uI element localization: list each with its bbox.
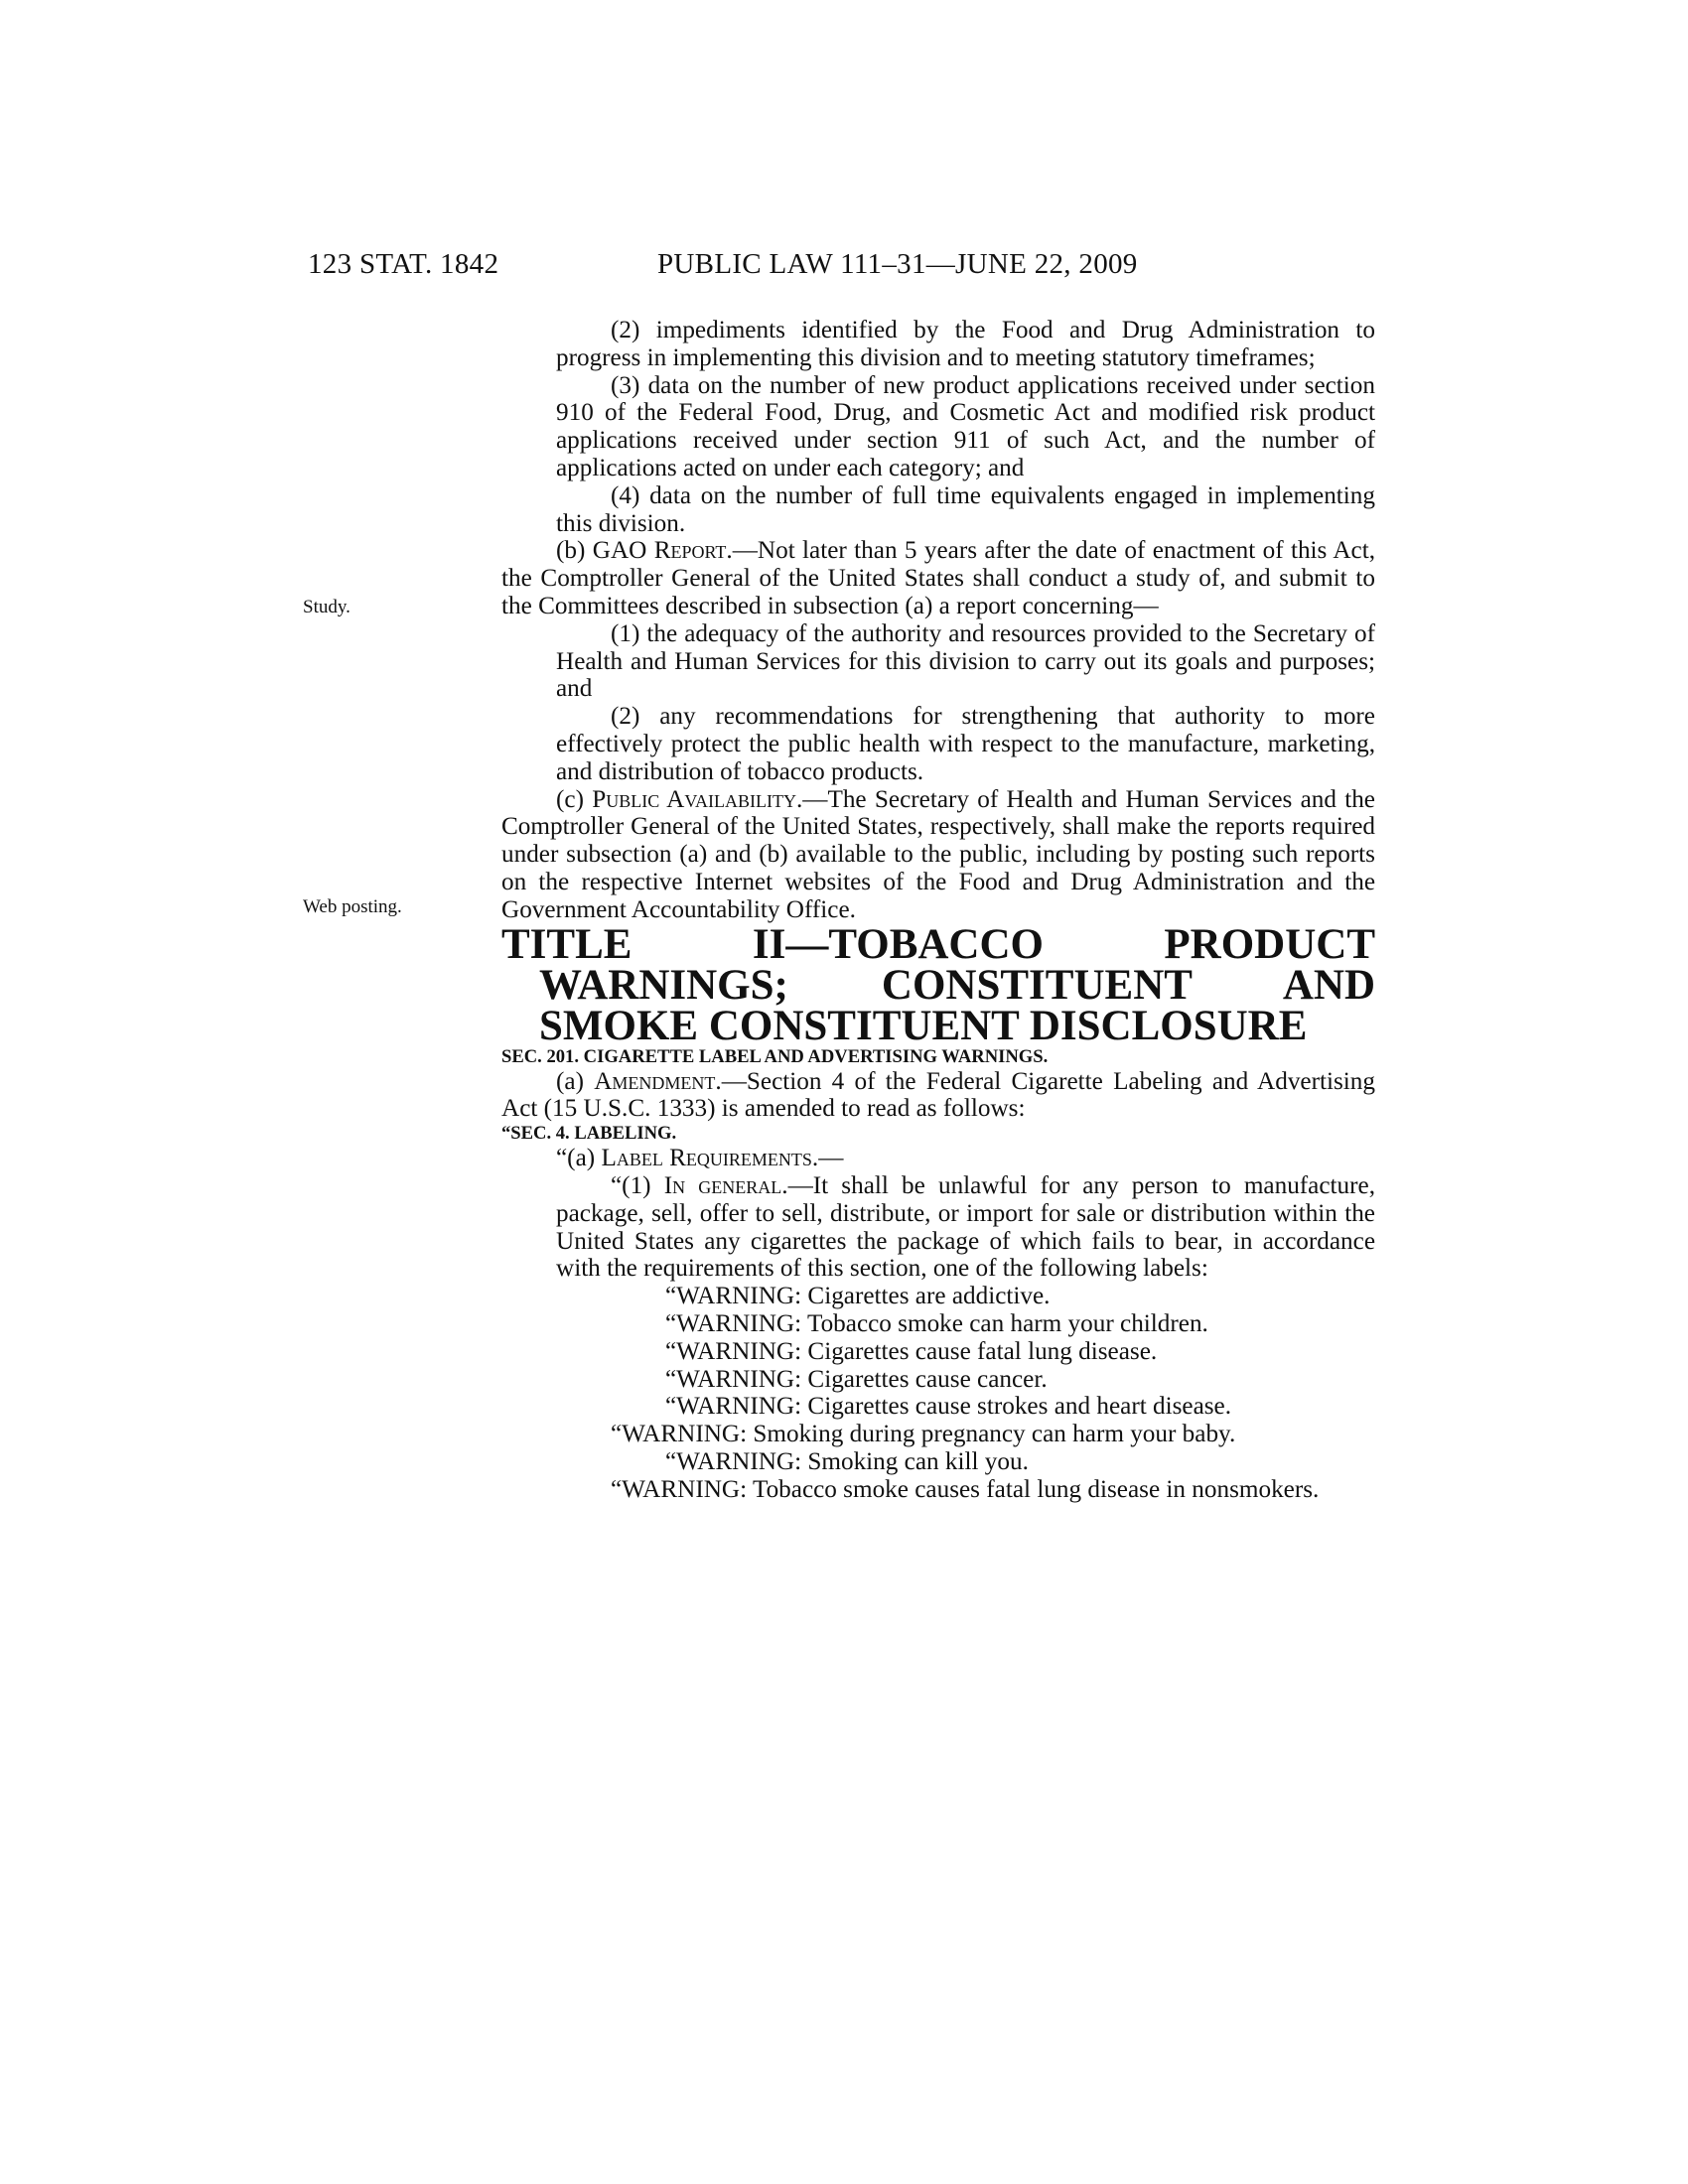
warning-label: “WARNING: Tobacco smoke can harm your children.: [665, 1309, 1208, 1337]
list-item-a3: (3) data on the number of new product applications received under section 910 of the Federal Food, Drug, and Cosmetic Act and modified risk product applications received under section 911 of such Act, and the number of applications acted on under each category; and: [556, 371, 1375, 481]
subsection-c-lead: (c): [556, 785, 593, 813]
section-201-amendment: [501, 1068, 1375, 1124]
warning-label: “WARNING: Tobacco smoke causes fatal lung disease in nonsmokers.: [611, 1475, 1320, 1503]
label-requirements-heading: Label Requirements: [601, 1145, 812, 1172]
warning-label: “WARNING: Cigarettes cause cancer.: [665, 1365, 1048, 1393]
list-item-b2: (2) any recommendations for strengthening that authority to more effectively protect the public health with respect to the manufacture, marketing, and distribution of tobacco products.: [556, 703, 1375, 785]
warning-label: “WARNING: Smoking can kill you.: [665, 1447, 1029, 1475]
subsection-b-heading: GAO Report: [592, 537, 727, 565]
subsection-b-gao-report: [501, 537, 1375, 619]
document-body: [501, 317, 1375, 1503]
warning-label: “WARNING: Cigarettes cause strokes and heart disease.: [665, 1393, 1232, 1421]
subsection-c-public-availability: [501, 786, 1375, 924]
section-201-heading: SEC. 201. CIGARETTE LABEL AND ADVERTISING WARNINGS.: [501, 1045, 1049, 1067]
amendment-text: .—Section 4 of the Federal Cigarette Labeling and Advertising Act (15 U.S.C. 1333) is amended to read as follows:: [501, 1067, 1375, 1123]
list-item-a2: (2) impediments identified by the Food and Drug Administration to progress in implementing this division and to meeting statutory timeframes;: [556, 317, 1375, 371]
subsection-b-text: .—Not later than 5 years after the date of enactment of this Act, the Comptroller General of the United States shall conduct a study of, and submit to the Committees described in subsection (a) a report concerning—: [501, 537, 1375, 619]
page-reference: 123 STAT. 1842: [308, 248, 499, 280]
subsection-c-text: .—The Secretary of Health and Human Services and the Comptroller General of the United States, respectively, shall make the reports required under subsection (a) and (b) available to the public, including by posting such reports on the respective Internet websites of the Food and Drug Administration and the Government Accountability Office.: [501, 785, 1375, 923]
list-item-b1: (1) the adequacy of the authority and resources provided to the Secretary of Health and Human Services for this division to carry out its goals and purposes; and: [556, 619, 1375, 703]
section-4-heading: “SEC. 4. LABELING.: [501, 1123, 677, 1145]
label-requirements: [501, 1145, 1375, 1172]
title-ii-heading: TITLE II—TOBACCO PRODUCT WARNINGS; CONSTITUENT AND SMOKE CONSTITUENT DISCLOSURE: [501, 920, 1375, 1049]
subsection-b-lead: (b): [556, 537, 593, 565]
page-header: [0, 248, 1688, 288]
in-general-text: .—It shall be unlawful for any person to manufacture, package, sell, offer to sell, distribute, or import for sale or distribution within the United States any cigarettes the package of which fails to bear, in accordance with the requirements of this section, one of the following labels:: [556, 1171, 1375, 1283]
in-general-heading: In general: [663, 1171, 782, 1199]
warning-label: “WARNING: Smoking during pregnancy can harm your baby.: [611, 1421, 1236, 1448]
subsection-c-heading: Public Availability: [592, 785, 796, 813]
list-item-a4: (4) data on the number of full time equivalents engaged in implementing this division.: [556, 481, 1375, 537]
margin-note-web-posting: Web posting.: [303, 896, 402, 917]
label-requirements-lead: “(a): [556, 1145, 602, 1172]
warning-label: “WARNING: Cigarettes are addictive.: [665, 1283, 1051, 1310]
amendment-heading: Amendment: [594, 1067, 716, 1095]
amendment-lead: (a): [556, 1067, 595, 1095]
in-general-paragraph: [501, 1172, 1375, 1283]
warning-label: “WARNING: Cigarettes cause fatal lung disease.: [665, 1337, 1158, 1365]
margin-note-study: Study.: [303, 597, 351, 617]
running-title: PUBLIC LAW 111–31—JUNE 22, 2009: [657, 248, 1138, 280]
label-requirements-tail: .—: [811, 1145, 844, 1172]
in-general-lead: “(1): [611, 1171, 664, 1199]
